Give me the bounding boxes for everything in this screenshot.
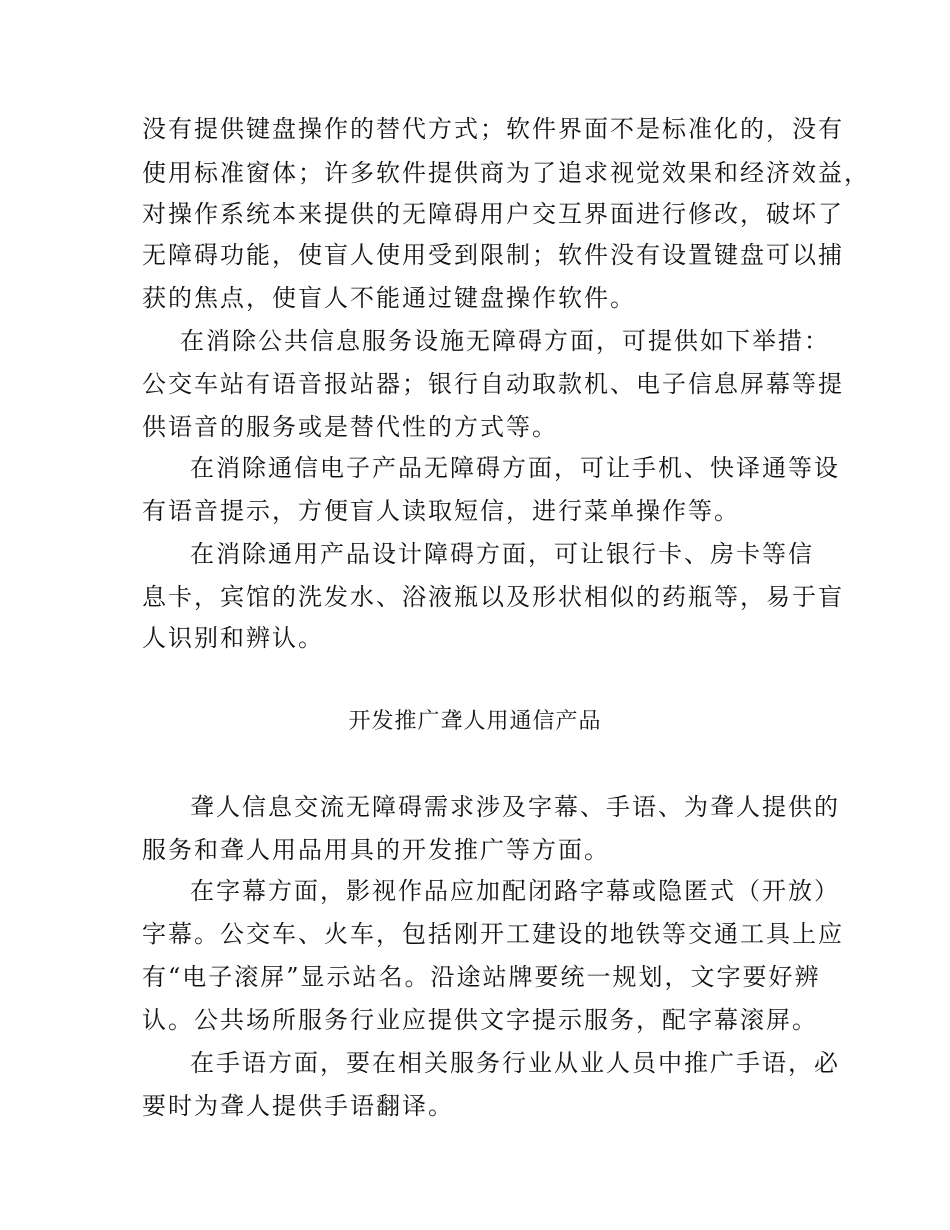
paragraph-6-line-4: 认。公共场所服务行业应提供文字提示服务，配字幕滚屏。: [142, 1006, 818, 1034]
paragraph-3-line-2: 有语音提示，方便盲人读取短信，进行菜单操作等。: [142, 497, 740, 525]
paragraph-4-line-1: 在消除通用产品设计障碍方面，可让银行卡、房卡等信: [190, 540, 814, 568]
paragraph-6-line-1: 在字幕方面，影视作品应加配闭路字幕或隐匿式（开放）: [190, 877, 840, 905]
paragraph-1-line-2: 使用标准窗体；许多软件提供商为了追求视觉效果和经济效益，: [142, 159, 870, 187]
paragraph-6-line-3: 有“电子滚屏”显示站名。沿途站牌要统一规划，文字要好辨: [142, 963, 821, 991]
paragraph-7-line-2: 要时为聋人提供手语翻译。: [142, 1092, 454, 1120]
paragraph-5-line-1: 聋人信息交流无障碍需求涉及字幕、手语、为聋人提供的: [190, 793, 840, 821]
paragraph-1-line-4: 无障碍功能，使盲人使用受到限制；软件没有设置键盘可以捕: [142, 241, 844, 269]
paragraph-1-line-3: 对操作系统本来提供的无障碍用户交互界面进行修改，破坏了: [142, 200, 844, 228]
paragraph-1-line-1: 没有提供键盘操作的替代方式；软件界面不是标准化的，没有: [142, 115, 844, 143]
paragraph-2-line-1: 在消除公共信息服务设施无障碍方面，可提供如下举措：: [180, 327, 830, 355]
paragraph-1-line-5: 获的焦点，使盲人不能通过键盘操作软件。: [142, 284, 636, 312]
paragraph-7-line-1: 在手语方面，要在相关服务行业从业人员中推广手语，必: [190, 1049, 840, 1077]
paragraph-5-line-2: 服务和聋人用品用具的开发推广等方面。: [142, 836, 610, 864]
paragraph-6-line-2: 字幕。公交车、火车，包括刚开工建设的地铁等交通工具上应: [142, 920, 844, 948]
paragraph-3-line-1: 在消除通信电子产品无障碍方面，可让手机、快译通等设: [190, 454, 840, 482]
paragraph-4-line-3: 人识别和辨认。: [142, 624, 324, 652]
section-heading: 开发推广聋人用通信产品: [348, 709, 602, 734]
paragraph-4-line-2: 息卡，宾馆的洗发水、浴液瓶以及形状相似的药瓶等，易于盲: [142, 583, 844, 611]
paragraph-2-line-2: 公交车站有语音报站器；银行自动取款机、电子信息屏幕等提: [142, 370, 844, 398]
paragraph-2-line-3: 供语音的服务或是替代性的方式等。: [142, 413, 558, 441]
